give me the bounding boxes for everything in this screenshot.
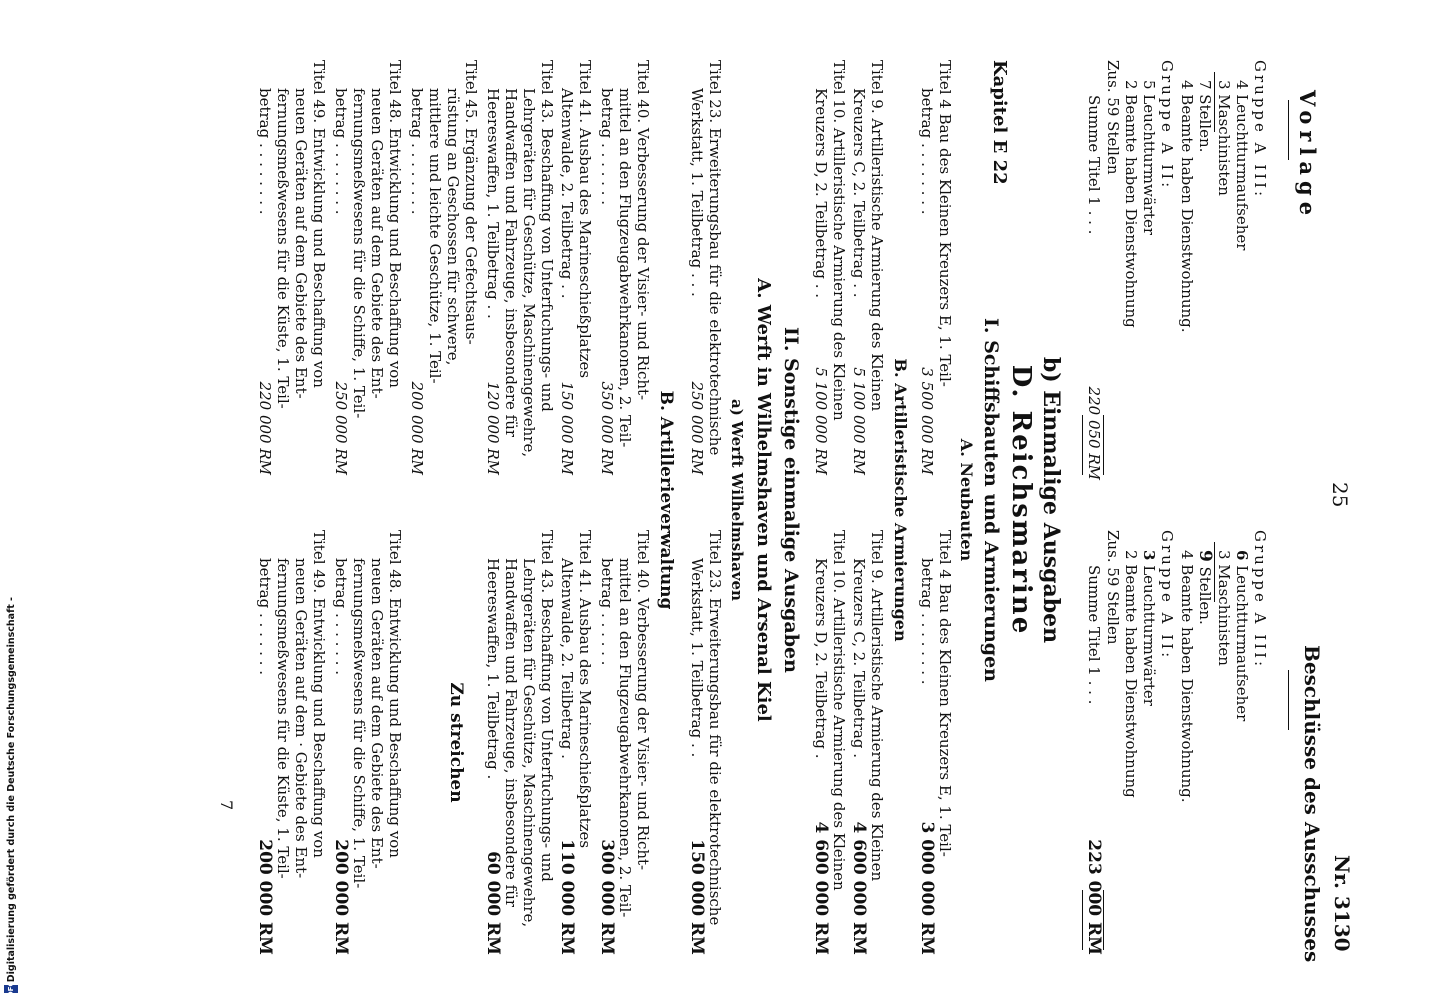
left-t45-line4: betrag . . . . . . . . — [408, 88, 426, 215]
left-t41-line2: Altenwalde, 2. Teilbetrag . . — [558, 88, 576, 299]
left-t49-line2: neuen Geräten auf dem Gebiete des Ent- — [292, 88, 310, 399]
right-gruppe-a2-line2: 2 Beamte haben Dienstwohnung — [1122, 550, 1140, 798]
right-titel-9 — [850, 530, 886, 955]
left-t41-line1: Titel 41. Ausbau des Marineschießplatzes — [576, 60, 594, 379]
left-t41-amount: 150 000 RM — [558, 381, 576, 475]
left-t43-line4: Heereswaffen, 1. Teilbetrag . . — [484, 88, 502, 319]
right-gruppe-a2-line1: 3 Leuchtturmwärter — [1140, 550, 1158, 706]
right-t48-line1: Titel 48. Entwicklung und Beschaffung von — [386, 530, 404, 858]
left-t48-line3: fernungsmeßwesens für die Schiffe, 1. Teil- — [350, 88, 368, 419]
left-t10-line2: Kreuzers D, 2. Teilbetrag . . — [812, 88, 830, 299]
right-t23-line1: Titel 23. Erweiterungsbau für die elektrotechnische — [706, 530, 724, 926]
right-zus-stellen: Zus. 59 Stellen — [1104, 530, 1122, 645]
dfg-logo-icon: DFG — [4, 985, 18, 993]
left-t40-line2: mittel an den Flugzeugabwehrkanonen, 2. Teil- — [616, 88, 634, 448]
left-t40-amount: 350 000 RM — [598, 381, 616, 475]
right-t23-amount: 150 000 RM — [687, 839, 707, 955]
right-t40-line1: Titel 40. Verbesserung der Visier- und Richt- — [634, 530, 652, 871]
right-titel-48 — [332, 530, 404, 955]
right-t40-line2: mittel an den Flugzeugabwehrkanonen, 2. Teil- — [616, 558, 634, 918]
left-t23-line2: Werkstatt, 1. Teilbetrag . . . — [688, 88, 706, 297]
right-t48-line2: neuen Geräten auf dem Gebiete des Ent- — [368, 558, 386, 869]
left-t10-line1: Titel 10. Artilleristische Armierung des Kleinen — [830, 60, 848, 421]
left-t49-amount: 220 000 RM — [256, 381, 274, 475]
header-right-title: Beschlüsse des Ausschusses — [1300, 645, 1324, 963]
left-t40-line1: Titel 40. Verbesserung der Visier- und Richt- — [634, 60, 652, 401]
left-t48-line4: betrag . . . . . . . . — [332, 88, 350, 215]
right-titel-43 — [484, 530, 556, 955]
left-titel-10 — [812, 60, 848, 475]
right-t10-line2: Kreuzers D, 2. Teilbetrag . — [812, 558, 830, 759]
left-t45-amount: 200 000 RM — [408, 381, 426, 475]
heading-werft-wilhelmshaven-kiel: A. Werft in Wilhelmshaven und Arsenal Kiel — [753, 278, 774, 722]
left-t10-amount: 5 100 000 RM — [812, 367, 830, 475]
right-titel-40 — [598, 530, 652, 955]
left-gruppe-a3-line2: 3 Maschinisten — [1215, 80, 1233, 196]
right-gruppe-a3-heading: Gruppe A III: — [1251, 530, 1269, 670]
right-t45-zu-streichen: Zu streichen — [446, 682, 466, 803]
right-t48-amount: 200 000 RM — [331, 839, 351, 955]
left-t49-line3: fernungsmeßwesens für die Küste, 1. Teil- — [274, 88, 292, 409]
right-t23-line2: Werkstatt, 1. Teilbetrag . . — [688, 558, 706, 758]
right-titel-49 — [256, 530, 328, 955]
right-t43-line4: Heereswaffen, 1. Teilbetrag . — [484, 558, 502, 780]
left-t43-line1: Titel 43. Beschaffung von Unterfuchungs- und — [538, 60, 556, 412]
right-titel-4 — [918, 530, 954, 955]
right-t43-line1: Titel 43. Beschaffung von Unterfuchungs- und — [538, 530, 556, 882]
left-t43-amount: 120 000 RM — [484, 381, 502, 475]
left-gruppe-a3-note: 4 Beamte haben Dienstwohnung. — [1178, 80, 1196, 333]
right-gruppe-section — [1082, 530, 1269, 955]
right-summe-amount: 223 000 RM — [1084, 839, 1104, 955]
left-titel-23 — [688, 60, 724, 475]
right-titel-41 — [558, 530, 594, 955]
right-t4-amount: 3 000 000 RM — [917, 821, 937, 955]
left-summe-label: Summe Titel 1 . . . — [1085, 95, 1103, 235]
right-gruppe-a3-line2: 3 Maschinisten — [1215, 550, 1233, 666]
left-titel-49 — [256, 60, 328, 475]
right-gruppe-a3-stellen: 9 Stellen. — [1195, 550, 1215, 625]
right-t49-line2: neuen Geräten auf dem · Gebiete des Ent- — [292, 558, 310, 879]
left-titel-45 — [408, 60, 480, 475]
right-gruppe-a3-line1: 6 Leuchtturmaufseher — [1233, 550, 1251, 722]
left-gruppe-a3-line1: 4 Leuchtturmaufseher — [1233, 80, 1251, 251]
left-gruppe-a3-heading: Gruppe A III: — [1251, 60, 1269, 200]
left-titel-48 — [332, 60, 404, 475]
left-titel-41 — [558, 60, 594, 475]
heading-einmalige-ausgaben: b) Einmalige Ausgaben — [1038, 356, 1064, 644]
left-titel-43 — [484, 60, 556, 475]
left-gruppe-a3-stellen: 7 Stellen. — [1196, 80, 1214, 153]
left-gruppe-a2-line2: 2 Beamte haben Dienstwohnung — [1122, 80, 1140, 328]
heading-artillerieverwaltung: B. Artillerieverwaltung — [656, 390, 676, 610]
heading-kapitel: Kapitel E 22 — [989, 60, 1010, 185]
heading-artilleristische-armierungen: B. Artilleristische Armierungen — [891, 358, 910, 642]
right-t9-amount: 4 600 000 RM — [849, 821, 869, 955]
left-gruppe-a2-heading: Gruppe A II: — [1158, 60, 1176, 191]
left-t23-amount: 250 000 RM — [688, 381, 706, 475]
heading-neubauten: A. Neubauten — [957, 438, 976, 562]
left-t9-line2: Kreuzers C, 2. Teilbetrag . . — [850, 88, 868, 298]
right-summe-label: Summe Titel 1 . . . — [1085, 565, 1103, 705]
right-t43-amount: 60 000 RM — [483, 851, 503, 955]
left-t48-line2: neuen Geräten auf dem Gebiete des Ent- — [368, 88, 386, 399]
left-t40-line3: betrag . . . . . . . — [598, 88, 616, 205]
right-t41-line2: Altenwalde, 2. Teilbetrag . — [558, 558, 576, 759]
heading-schiffsbauten: I. Schiffsbauten und Armierungen — [980, 318, 1002, 682]
header-right-rule — [1288, 670, 1289, 730]
right-t40-amount: 300 000 RM — [597, 839, 617, 955]
document-number: Nr. 3130 — [1330, 855, 1354, 952]
heading-reichsmarine: D. Reichsmarine — [1006, 364, 1036, 636]
left-titel-40 — [598, 60, 652, 475]
right-t10-amount: 4 600 000 RM — [811, 821, 831, 955]
left-t4-amount: 3 500 000 RM — [918, 367, 936, 475]
left-t48-amount: 250 000 RM — [332, 381, 350, 475]
right-t49-line4: betrag . . . . . . . — [256, 558, 274, 675]
left-t45-line1: Titel 45. Ergänzung der Gefechtsaus- — [462, 60, 480, 345]
right-t48-line4: betrag . . . . . . . — [332, 558, 350, 675]
right-summe-row — [1085, 530, 1103, 955]
header-left-vorlage: Vorlage — [1295, 90, 1320, 222]
left-t43-line3: Handwaffen und Fahrzeuge, insbesondere für — [502, 88, 520, 438]
right-t43-line2: Lehrgeräten für Geschütze, Maschinengewehre, — [520, 558, 538, 928]
heading-werft-wilhelmshaven: a) Werft Wilhelmshaven — [728, 399, 746, 601]
page-marker: 7 — [217, 800, 236, 811]
header-left-rule — [1288, 100, 1289, 160]
left-t49-line1: Titel 49. Entwicklung und Beschaffung von — [310, 60, 328, 388]
footer-text: Digitalisierung gefördert durch die Deutsche Forschungsgemeinschaft - — [5, 596, 17, 982]
right-t9-line1: Titel 9. Artilleristische Armierung des Kleinen — [868, 530, 886, 882]
left-zus-stellen: Zus. 59 Stellen — [1104, 60, 1122, 175]
left-t9-line1: Titel 9. Artilleristische Armierung des Kleinen — [868, 60, 886, 412]
left-t9-amount: 5 100 000 RM — [850, 367, 868, 475]
right-titel-10 — [812, 530, 848, 955]
right-t10-line1: Titel 10. Artilleristische Armierung des Kleinen — [830, 530, 848, 891]
left-summe-amount: 220 050 RM — [1085, 386, 1103, 480]
heading-sonstige-einmalige-ausgaben: II. Sonstige einmalige Ausgaben — [780, 327, 802, 673]
left-titel-4 — [918, 60, 954, 475]
left-t4-line1: Titel 4 Bau des Kleinen Kreuzers E, 1. Teil- — [936, 60, 954, 387]
right-t48-line3: fernungsmeßwesens für die Schiffe, 1. Teil- — [350, 558, 368, 889]
left-t45-line2: rüstung an Geschossen für schwere, — [444, 88, 462, 366]
right-gruppe-a3-note: 4 Beamte haben Dienstwohnung. — [1178, 550, 1196, 803]
left-t4-line2: betrag . . . . . . . . — [918, 88, 936, 215]
right-t41-line1: Titel 41. Ausbau des Marineschießplatzes — [576, 530, 594, 849]
right-titel-23 — [688, 530, 724, 955]
left-t43-line2: Lehrgeräten für Geschütze, Maschinengewehre, — [520, 88, 538, 458]
right-t41-amount: 110 000 RM — [557, 839, 577, 955]
right-t49-amount: 200 000 RM — [255, 839, 275, 955]
right-t43-line3: Handwaffen und Fahrzeuge, insbesondere für — [502, 558, 520, 908]
right-t9-line2: Kreuzers C, 2. Teilbetrag . — [850, 558, 868, 758]
page-number: 25 — [1328, 482, 1352, 508]
right-t40-line3: betrag . . . . . . — [598, 558, 616, 666]
left-titel-9 — [850, 60, 886, 475]
right-t4-line2: betrag . . . . . . . . — [918, 558, 936, 685]
left-t45-line3: mittlere und leichte Geschütze, 1. Teil- — [426, 88, 444, 384]
right-t49-line1: Titel 49. Entwicklung und Beschaffung von — [310, 530, 328, 858]
left-t49-line4: betrag . . . . . . . . — [256, 88, 274, 215]
left-gruppe-a2-line1: 5 Leuchtturmwärter — [1140, 80, 1158, 236]
left-t48-line1: Titel 48. Entwicklung und Beschaffung von — [386, 60, 404, 388]
right-gruppe-a2-heading: Gruppe A II: — [1158, 530, 1176, 661]
right-t4-line1: Titel 4 Bau des Kleinen Kreuzers E, 1. Teil- — [936, 530, 954, 857]
left-summe-row — [1085, 60, 1103, 480]
left-t23-line1: Titel 23. Erweiterungsbau für die elektrotechnische — [706, 60, 724, 456]
right-t49-line3: fernungsmeßwesens für die Küste, 1. Teil- — [274, 558, 292, 879]
left-gruppe-section — [1082, 60, 1269, 480]
